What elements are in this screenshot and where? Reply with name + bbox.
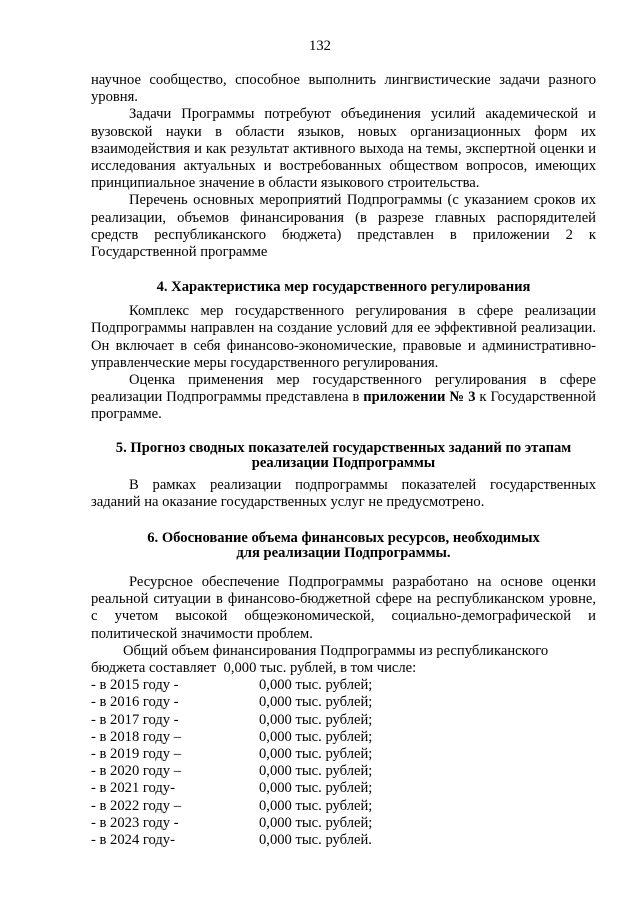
funding-list-item — [91, 832, 596, 849]
funding-list-item — [91, 798, 596, 815]
funding-year: - в 2018 году – — [91, 728, 182, 745]
section-4-paragraph-2-start: Оценка применения мер государственного регулирования в сфере реализации Подпрограммы представлена в — [91, 372, 596, 406]
funding-amount: 0,000 тыс. рублей; — [259, 797, 373, 814]
funding-amount: 0,000 тыс. рублей; — [259, 746, 373, 763]
funding-year: - в 2021 году- — [91, 780, 175, 797]
funding-list-item — [91, 763, 596, 780]
funding-list-item — [91, 815, 596, 832]
section-6-paragraph-1: Ресурсное обеспечение Подпрограммы разработано на основе оценки реальной ситуации в финансово-бюджетной сфере на республиканском уровне, с учетом высокой общеэкономической, социально-демографической и политической значимости проблем. — [91, 574, 596, 642]
funding-amount: 0,000 тыс. рублей; — [259, 677, 373, 694]
funding-year: - в 2015 году - — [91, 677, 179, 694]
appendix-3-reference: приложении № 3 — [363, 389, 476, 406]
funding-amount: 0,000 тыс. рублей; — [259, 694, 373, 711]
funding-list-item — [91, 780, 596, 797]
section-4-paragraph-1: Комплекс мер государственного регулирования в сфере реализации Подпрограммы направлен на создание условий для ее эффективной реализации. Он включает в себя финансово-экономические, правовые и административно-управленческие меры государственного регулирования. — [91, 303, 596, 371]
section-6-heading-line-1: 6. Обоснование объема финансовых ресурсов, необходимых — [147, 530, 540, 547]
funding-year: - в 2022 году – — [91, 797, 182, 814]
funding-amount: 0,000 тыс. рублей; — [259, 711, 373, 728]
section-5-paragraph: В рамках реализации подпрограммы показателей государственных заданий на оказание государственных услуг не предусмотрено. — [91, 476, 596, 510]
funding-year: - в 2020 году – — [91, 763, 182, 780]
funding-year: - в 2019 году – — [91, 746, 182, 763]
funding-list-item — [91, 677, 596, 694]
funding-amount: 0,000 тыс. рублей; — [259, 780, 373, 797]
section-5-heading-line-1: 5. Прогноз сводных показателей государственных заданий по этапам — [115, 439, 572, 456]
section-5-heading-line-2: реализации Подпрограммы — [251, 454, 436, 471]
section-4-paragraph-2 — [91, 372, 596, 424]
page-number: 132 — [309, 38, 331, 54]
funding-year: - в 2016 году - — [91, 694, 179, 711]
funding-list-item — [91, 712, 596, 729]
funding-amount: 0,000 тыс. рублей; — [259, 728, 373, 745]
paragraph-tasks: Задачи Программы потребуют объединения усилий академической и вузовской науки в области языков, новых организационных форм их взаимодействия и как результат активного выхода на темы, экспертной оценки и исследования актуальных и востребованных обществом вопросов, имеющих принципиальное значение в области языкового строительства. — [91, 106, 596, 192]
section-6-heading — [91, 531, 596, 561]
funding-amount: 0,000 тыс. рублей. — [259, 831, 372, 848]
section-4-paragraph-2-end: к Государственной программе. — [91, 389, 596, 423]
total-funding-line-2: бюджета составляет 0,000 тыс. рублей, в том числе: — [91, 660, 417, 677]
section-6-paragraph-2 — [91, 643, 596, 677]
funding-year: - в 2024 году- — [91, 831, 175, 848]
document-body — [91, 72, 596, 849]
funding-year: - в 2023 году - — [91, 814, 179, 831]
section-4-heading: 4. Характеристика мер государственного регулирования — [156, 279, 531, 296]
funding-list-item — [91, 746, 596, 763]
total-funding-line-1: Общий объем финансирования Подпрограммы из республиканского — [123, 642, 549, 659]
paragraph-activities-list: Перечень основных мероприятий Подпрограммы (с указанием сроков их реализации, объемов финансирования (в разрезе главных распорядителей средств республиканского бюджета) представлен в приложении 2 к Государственной программе — [91, 192, 596, 261]
funding-amount: 0,000 тыс. рублей; — [259, 814, 373, 831]
funding-list-item — [91, 729, 596, 746]
funding-by-year-list — [91, 677, 596, 849]
funding-year: - в 2017 году - — [91, 711, 179, 728]
section-6-heading-line-2: для реализации Подпрограммы. — [236, 545, 451, 562]
section-5-heading — [91, 441, 596, 471]
funding-list-item — [91, 694, 596, 711]
funding-amount: 0,000 тыс. рублей; — [259, 763, 373, 780]
paragraph-continuation: научное сообщество, способное выполнить лингвистические задачи разного уровня. — [91, 72, 596, 106]
